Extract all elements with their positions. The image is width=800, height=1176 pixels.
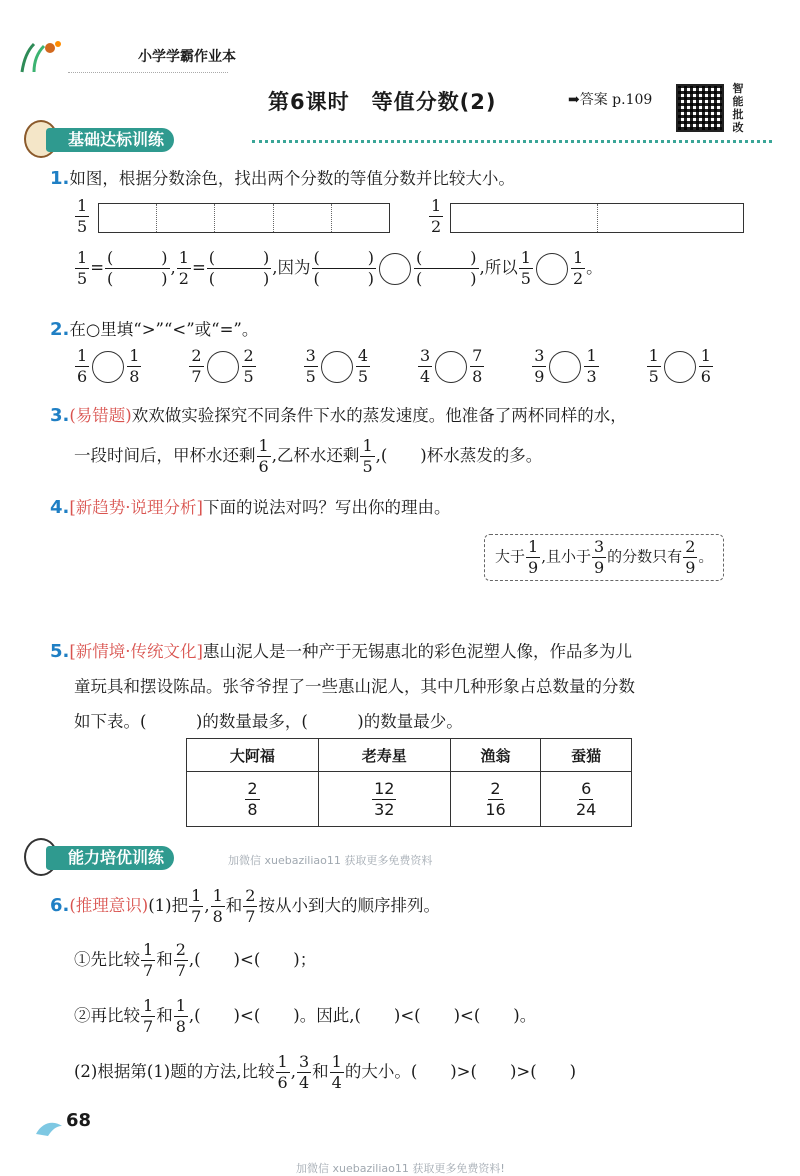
q6-step-2[interactable]: ②再比较 $\frac{1}{7}$ 和 $\frac{1}{8}$ ,( )<( )。因此,( )<( )<( )。 xyxy=(74,996,537,1036)
q1-compare-circle-1[interactable] xyxy=(379,253,411,285)
q1-fraction-b-label: $\frac{1}{2}$ xyxy=(431,196,442,236)
q3-answer-blank[interactable]: ,( )杯水蒸发的多。 xyxy=(375,446,543,465)
q2-pair-6: $\frac{1}{5}$ $\frac{1}{6}$ xyxy=(648,346,711,386)
dolphin-icon xyxy=(34,1118,64,1140)
question-5: 5.[新情境·传统文化]惠山泥人是一种产于无锡惠北的彩色泥塑人像，作品多为儿 xyxy=(50,641,632,662)
q1-compare-circle-2[interactable] xyxy=(536,253,568,285)
q1-blank-2[interactable]: $\frac{( )}{( )}$ xyxy=(208,248,270,288)
table-header: 蚕猫 xyxy=(541,739,632,772)
q1-answer-line: $\frac{1}{5}$ = $\frac{( )}{( )}$ , $\frac{1}{2}$ = $\frac{( )}{( )}$ ,因为 $\frac{( )}{( )}$ $\frac{( )}{( )}$ ,所以 $\frac{1}{5}$ $\frac{1}{2}$ 。 xyxy=(77,248,603,288)
question-1: 1.如图，根据分数涂色，找出两个分数的等值分数并比较大小。 xyxy=(50,168,515,189)
q6-part-2[interactable]: (2)根据第(1)题的方法,比较 $\frac{1}{6}$ , $\frac{3}{4}$ 和 $\frac{1}{4}$ 的大小。( )>( )>( ) xyxy=(74,1052,577,1092)
table-row xyxy=(187,772,632,827)
q2-pair-3: $\frac{3}{5}$ $\frac{4}{5}$ xyxy=(305,346,368,386)
question-2: 2.在○里填“>”“<”或“=”。 xyxy=(50,319,259,340)
section-advanced-title: 能力培优训练 xyxy=(46,846,174,870)
section-divider xyxy=(252,140,772,143)
question-5-line-2: 童玩具和摆设陈品。张爷爷捏了一些惠山泥人，其中几种形象占总数量的分数 xyxy=(74,677,635,696)
q2-circle-4[interactable] xyxy=(435,351,467,383)
section-advanced xyxy=(20,846,800,872)
q1-blank-1[interactable]: $\frac{( )}{( )}$ xyxy=(107,248,168,288)
table-header: 渔翁 xyxy=(450,739,541,772)
table-header-row xyxy=(187,739,632,772)
question-3-line-2: 一段时间后，甲杯水还剩 $\frac{1}{6}$ ,乙杯水还剩 $\frac{1}{5}$ ,( )杯水蒸发的多。 xyxy=(74,436,543,476)
q2-circle-5[interactable] xyxy=(549,351,581,383)
q2-pair-1: $\frac{1}{6}$ $\frac{1}{8}$ xyxy=(77,346,140,386)
table-header: 大阿福 xyxy=(187,739,319,772)
header-underline xyxy=(68,72,228,73)
q4-statement-box: 大于 $\frac{1}{9}$ ,且小于 $\frac{3}{9}$ 的分数只有 $\frac{2}{9}$ 。 xyxy=(484,534,724,581)
q1-blank-4[interactable]: $\frac{( )}{( )}$ xyxy=(416,248,477,288)
q4-answer-area[interactable] xyxy=(74,586,744,632)
section-basic-title: 基础达标训练 xyxy=(46,128,174,152)
question-4: 4.[新趋势·说理分析]下面的说法对吗？写出你的理由。 xyxy=(50,497,451,518)
lesson-title: 第6课时 等值分数(2) xyxy=(268,90,497,114)
q2-pair-2: $\frac{2}{7}$ $\frac{2}{5}$ xyxy=(191,346,254,386)
question-5-line-3[interactable]: 如下表。( )的数量最多，( )的数量最少。 xyxy=(74,712,463,731)
section-basic xyxy=(20,128,800,154)
book-title: 小学学霸作业本 xyxy=(138,49,236,65)
question-6: 6.(推理意识)(1)把 $\frac{1}{7}$ , $\frac{1}{8}$ 和 $\frac{2}{7}$ 按从小到大的顺序排列。 xyxy=(50,886,440,926)
q1-strip-fifths[interactable] xyxy=(98,203,390,233)
q2-circle-1[interactable] xyxy=(92,351,124,383)
q1-fraction-a-label: $\frac{1}{5}$ xyxy=(77,196,88,236)
q2-circle-2[interactable] xyxy=(207,351,239,383)
table-cell: $\frac{2}{8}$ xyxy=(187,772,319,827)
q5-table xyxy=(186,738,632,827)
q2-circle-3[interactable] xyxy=(321,351,353,383)
qr-code-icon[interactable] xyxy=(676,84,724,132)
answer-reference: ➡答案 p.109 xyxy=(568,92,653,108)
table-header: 老寿星 xyxy=(318,739,450,772)
section-watermark: 加微信 xuebaziliao11 获取更多免费资料 xyxy=(228,854,433,867)
q2-pair-4: $\frac{3}{4}$ $\frac{7}{8}$ xyxy=(419,346,483,386)
q1-strip-halves[interactable] xyxy=(450,203,744,233)
q2-pairs xyxy=(74,348,714,385)
page-number: 68 xyxy=(66,1110,92,1131)
q2-pair-5: $\frac{3}{9}$ $\frac{1}{3}$ xyxy=(534,346,597,386)
q6-step-1[interactable]: ①先比较 $\frac{1}{7}$ 和 $\frac{2}{7}$ ,( )<( )； xyxy=(74,940,317,980)
footer-watermark: 加微信 xuebaziliao11 获取更多免费资料! xyxy=(296,1162,505,1175)
table-cell: $\frac{12}{32}$ xyxy=(318,772,450,827)
q2-circle-6[interactable] xyxy=(664,351,696,383)
q1-blank-3[interactable]: $\frac{( )}{( )}$ xyxy=(313,248,375,288)
question-3: 3.(易错题)欢欢做实验探究不同条件下水的蒸发速度。他准备了两杯同样的水， xyxy=(50,405,627,426)
qr-side-text: 智 能 批 改 xyxy=(732,82,744,134)
header-logo-icon xyxy=(14,38,64,74)
table-cell: $\frac{2}{16}$ xyxy=(450,772,541,827)
table-cell: $\frac{6}{24}$ xyxy=(541,772,632,827)
